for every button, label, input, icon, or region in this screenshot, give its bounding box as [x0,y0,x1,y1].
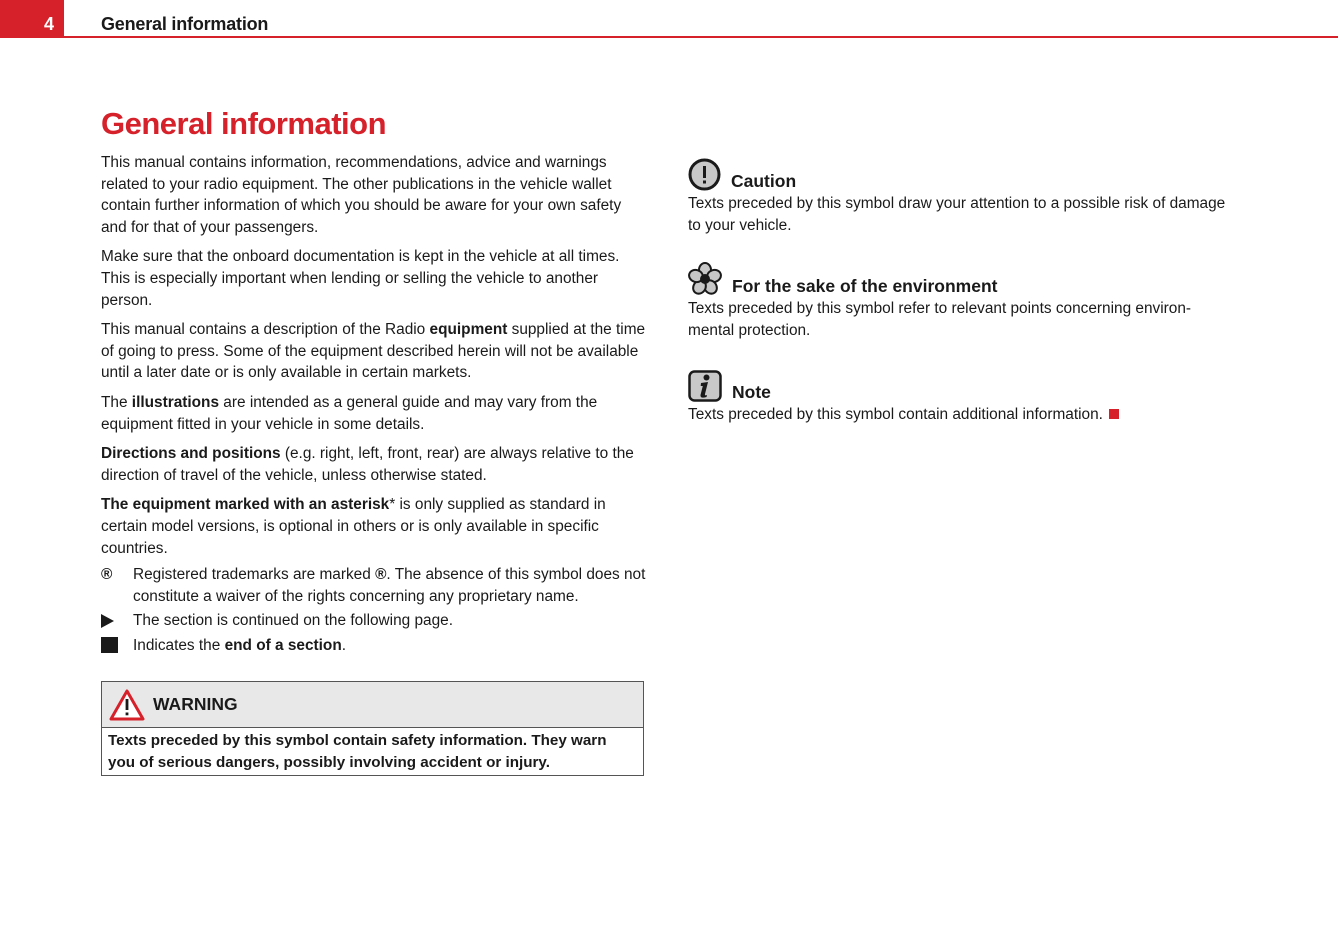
running-title: General information [101,14,269,34]
legend-text: The section is continued on the following page. [133,612,453,630]
header-rule [64,36,1338,38]
legend-continued [101,610,646,632]
triangle-right-icon [101,614,114,628]
page-title: General information [101,106,387,141]
warning-text: Texts preceded by this symbol contain safety information. They warn you of serious dangers, possibly involving accident or injury. [108,732,607,771]
caution-text: Texts preceded by this symbol draw your attention to a possible risk of damage to your vehicle. [688,195,1226,234]
square-end-icon [101,637,118,653]
page-number-tab [0,0,64,38]
legend-text: Indicates the end of a section. [133,636,347,654]
legend-registered [101,564,646,607]
legend-end-section [101,635,646,657]
warning-title: WARNING [153,694,238,714]
caution-title: Caution [731,171,797,191]
paragraph-asterisk: The equipment marked with an asterisk* is only supplied as standard in certain model versions, is optional in others or is only available in specific countries. [101,496,606,557]
paragraph-illustrations: The illustrations are intended as a general guide and may vary from the equipment fitted in your vehicle in some details. [101,393,598,433]
caution-exclamation-icon [688,158,721,191]
note-caution [688,157,1228,236]
paragraph-directions: Directions and positions (e.g. right, left, front, rear) are always relative to the direction of travel of the vehicle, unless otherwise stated. [101,445,634,484]
info-i-icon [688,370,722,402]
note-info [688,368,1228,426]
note-title: Note [732,382,771,402]
warning-triangle-icon [109,689,145,721]
paragraph-equipment: This manual contains a description of the Radio equipment supplied at the time of going to press. Some of the equipment described herein will not be available until a later date or is only available in certain markets. [101,321,646,382]
environment-title: For the sake of the environment [732,276,998,296]
left-column [101,152,646,659]
registered-icon: ® [101,566,113,584]
environment-text: Texts preceded by this symbol refer to relevant points concerning environ-mental protection. [688,300,1192,339]
warning-header [102,682,643,728]
paragraph-intro: This manual contains information, recommendations, advice and warnings related to your radio equipment. The other publications in the vehicle wallet contain further information of which you should be aware for your own safety and for that of your passengers. [101,154,622,236]
paragraph-documentation: Make sure that the onboard documentation is kept in the vehicle at all times. This is especially important when lending or selling the vehicle to another person. [101,248,620,309]
legend-text: Registered trademarks are marked ®. The absence of this symbol does not constitute a waiver of the rights concerning any proprietary name. [133,566,646,605]
end-of-section-icon [1109,409,1119,419]
warning-box [101,681,644,776]
environment-flower-icon [688,262,722,296]
page-number: 4 [44,14,55,34]
note-text: Texts preceded by this symbol contain additional information. [688,404,1228,426]
note-environment [688,262,1228,341]
